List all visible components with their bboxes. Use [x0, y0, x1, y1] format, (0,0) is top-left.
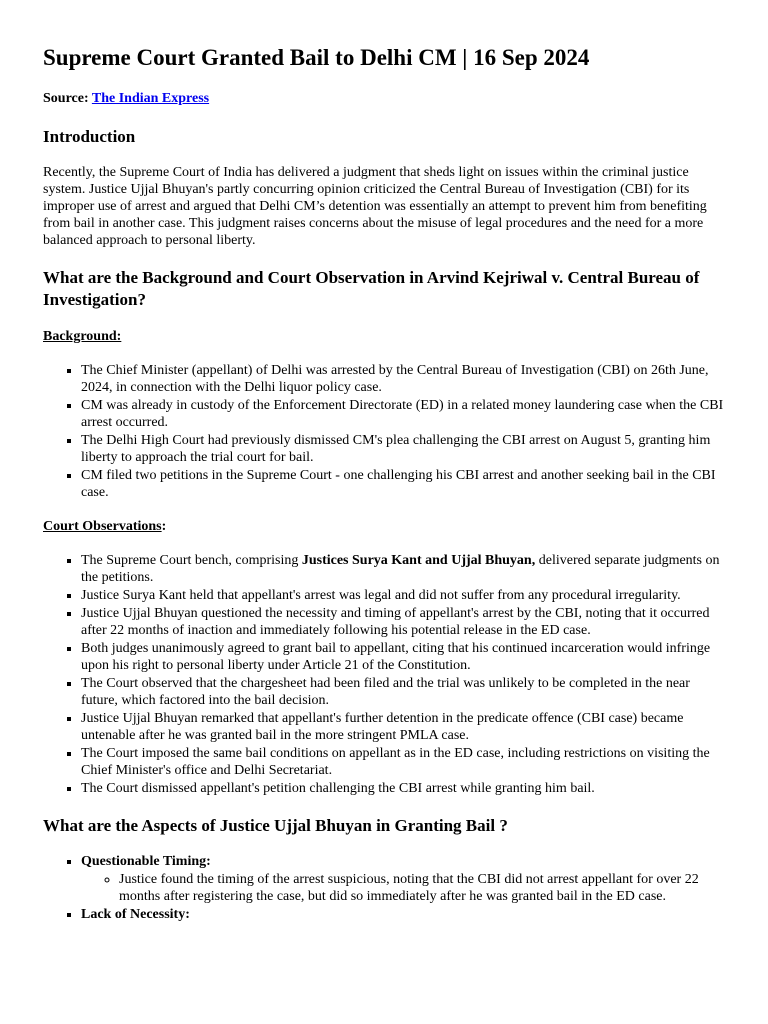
background-subheading: Background:: [43, 329, 122, 344]
list-item: ▪ The Court dismissed appellant's petition challenging the CBI arrest while granting him bail.: [81, 780, 725, 797]
aspect-sublist: [81, 871, 725, 905]
aspect-label: Questionable Timing:: [81, 854, 211, 869]
list-item: ▪ CM filed two petitions in the Supreme Court - one challenging his CBI arrest and another seeking bail in the CBI case.: [81, 467, 725, 501]
list-item: ▪ Both judges unanimously agreed to grant bail to appellant, citing that his continued incarceration would infringe upon his right to personal liberty under Article 21 of the Constitution.: [81, 640, 725, 674]
background-list: [43, 362, 725, 501]
aspect-label: Lack of Necessity:: [81, 907, 190, 922]
introduction-text: Recently, the Supreme Court of India has delivered a judgment that sheds light on issues within the criminal justice system. Justice Ujjal Bhuyan's partly concurring opinion criticized the Central Bureau of Investigation (CBI) for its improper use of arrest and argued that Delhi CM’s detention was essentially an attempt to prevent him from benefiting from bail in another case. This judgment raises concerns about the misuse of legal procedures and the need for a more balanced approach to personal liberty.: [43, 165, 707, 248]
list-item: ▪ The Chief Minister (appellant) of Delhi was arrested by the Central Bureau of Investigation (CBI) on 26th June, 2024, in connection with the Delhi liquor policy case.: [81, 362, 725, 396]
list-item: ▪ Justice Ujjal Bhuyan remarked that appellant's further detention in the predicate offence (CBI case) became untenable after he was granted bail in the more stringent PMLA case.: [81, 710, 725, 744]
list-item: ▪ CM was already in custody of the Enforcement Directorate (ED) in a related money laundering case when the CBI arrest occurred.: [81, 397, 725, 431]
list-item: [81, 552, 725, 586]
source-link[interactable]: The Indian Express: [91, 91, 210, 106]
list-item: ▪ Justice Surya Kant held that appellant's arrest was legal and did not suffer from any procedural irregularity.: [81, 587, 725, 604]
background-section-heading: What are the Background and Court Observation in Arvind Kejriwal v. Central Bureau of Investigation?: [43, 268, 700, 309]
aspects-section-heading: What are the Aspects of Justice Ujjal Bhuyan in Granting Bail ?: [43, 816, 508, 835]
source-line: [43, 90, 725, 108]
observations-list: [43, 552, 725, 797]
list-item: ▪ Justice Ujjal Bhuyan questioned the necessity and timing of appellant's arrest by the CBI, noting that it occurred after 22 months of inaction and immediately following his potential release in the ED case.: [81, 605, 725, 639]
introduction-heading: Introduction: [43, 127, 136, 146]
bench-text-after: delivered separate judgments on the petitions.: [81, 553, 720, 585]
observations-label: Court Observations: [43, 519, 162, 534]
observations-subheading: [43, 518, 725, 536]
observations-label-suffix: :: [161, 519, 167, 534]
aspects-list: [43, 853, 725, 923]
bench-justices: Justices Surya Kant and Ujjal Bhuyan,: [301, 553, 536, 568]
bench-text-before: The Supreme Court bench, comprising: [81, 553, 302, 568]
list-item: ▪ The Court observed that the chargesheet had been filed and the trial was unlikely to be completed in the near future, which factored into the bail decision.: [81, 675, 725, 709]
list-item: ▪ The Delhi High Court had previously dismissed CM's plea challenging the CBI arrest on August 5, granting him liberty to approach the trial court for bail.: [81, 432, 725, 466]
source-label: Source:: [43, 91, 92, 106]
list-item: [81, 853, 725, 905]
list-item: [81, 906, 725, 923]
page-title: Supreme Court Granted Bail to Delhi CM | 16 Sep 2024: [43, 45, 590, 70]
list-item: ▪ The Court imposed the same bail conditions on appellant as in the ED case, including restrictions on visiting the Chief Minister's office and Delhi Secretariat.: [81, 745, 725, 779]
list-item: ◦ Justice found the timing of the arrest suspicious, noting that the CBI did not arrest appellant for over 22 months after registering the case, but did so immediately after he was granted bail in the ED case.: [119, 871, 725, 905]
